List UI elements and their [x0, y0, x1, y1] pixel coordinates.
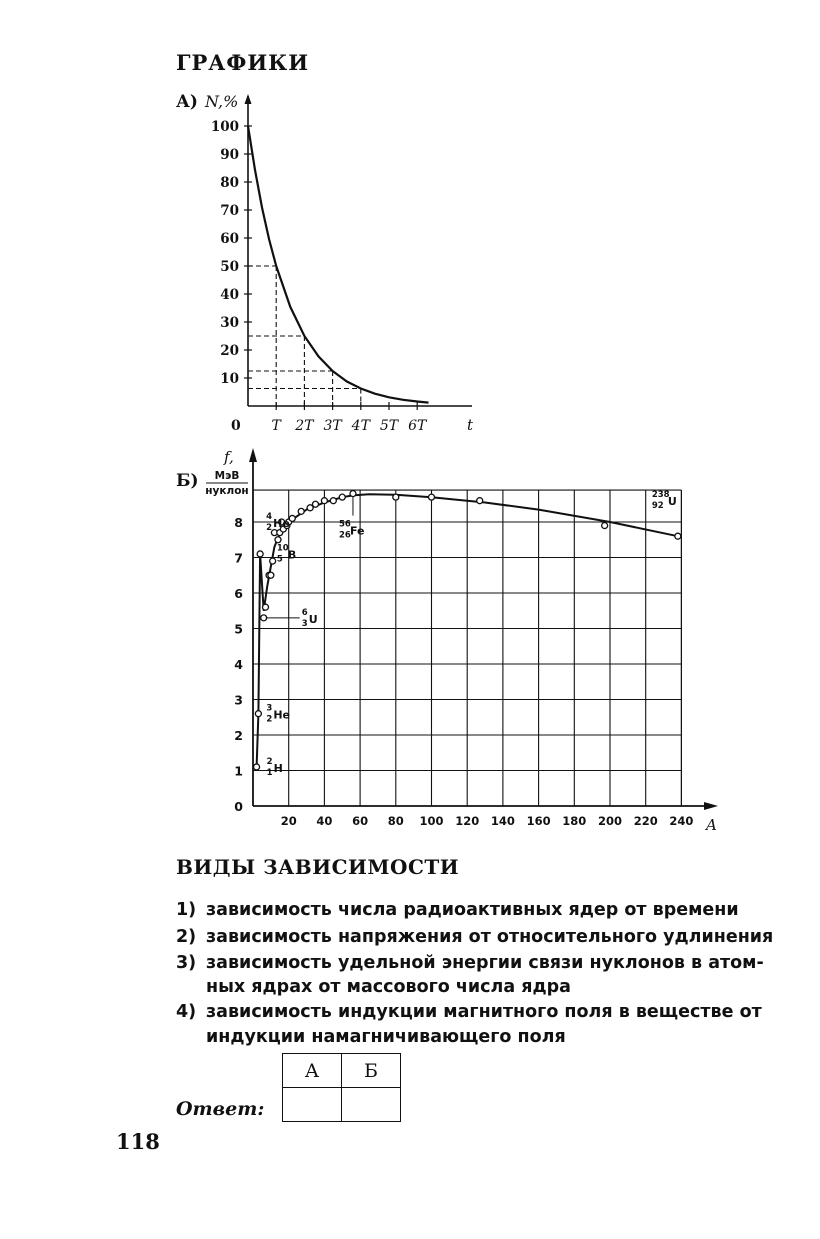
chart-b-y-tick-label: 7 [234, 550, 243, 566]
chart-b-annotation-mass-number: 56 [338, 519, 351, 530]
chart-b-annotation-symbol: He [273, 516, 290, 530]
chart-b-annotation-atomic-number: 1 [266, 767, 273, 778]
chart-b-x-tick-label: 180 [562, 814, 587, 828]
chart-b-data-point [257, 551, 263, 557]
answer-header-a: А [283, 1054, 342, 1088]
chart-b-annotation-symbol: U [667, 495, 677, 509]
chart-b-y-tick-label: 5 [234, 621, 243, 637]
chart-b-annotation-atomic-number: 5 [276, 554, 283, 565]
answer-table [282, 1053, 401, 1122]
chart-a-label: А) [176, 92, 198, 112]
chart-a-y-tick-label: 40 [220, 287, 239, 303]
chart-b-xlabel: A [706, 816, 717, 834]
chart-a-y-tick-label: 20 [220, 343, 239, 359]
chart-b-x-tick-label: 40 [316, 814, 333, 828]
page-number: 118 [116, 1129, 160, 1154]
chart-a-y-tick-label: 30 [220, 315, 239, 331]
chart-b-x-tick-label: 200 [597, 814, 623, 828]
chart-b-data-point [262, 604, 268, 610]
chart-b-y-tick-label: 0 [234, 799, 243, 814]
chart-a-y-tick-label: 90 [220, 147, 239, 163]
chart-b-annotation-mass-number: 3 [266, 703, 273, 714]
chart-b-x-tick-label: 160 [526, 814, 551, 828]
chart-b-annotation-mass-number: 10 [276, 543, 289, 554]
answer-label: Ответ: [176, 1098, 265, 1120]
chart-b-data-point [393, 494, 399, 500]
chart-b-annotation-atomic-number: 26 [338, 530, 351, 541]
chart-b-y-tick-label: 4 [234, 657, 243, 672]
chart-b-label: Б) [176, 471, 199, 491]
chart-b-data-point [477, 498, 483, 504]
chart-b-y-tick-label: 3 [234, 692, 243, 708]
chart-b-annotation-symbol: U [308, 612, 318, 626]
chart-a-x-tick-label: 2T [295, 418, 314, 434]
chart-a-y-tick-label: 100 [210, 119, 239, 135]
chart-b-ylabel: f, [224, 448, 234, 466]
option-text: зависимость удельной энергии связи нуклонов в атом- [206, 953, 764, 973]
option-number: 1) [176, 900, 197, 920]
chart-b-x-tick-label: 220 [633, 814, 658, 828]
heading-graphs: ГРАФИКИ [176, 50, 310, 75]
chart-b-y-tick-label: 6 [234, 586, 243, 601]
chart-b-y-tick-label: 8 [234, 515, 243, 530]
chart-b-ylabel-unit-denominator: нуклон [205, 485, 249, 497]
chart-a-x-tick-label: 3T [323, 418, 342, 434]
chart-b-data-point [255, 711, 261, 717]
chart-b-x-tick-label: 80 [387, 814, 404, 828]
chart-b-ylabel-unit-numerator: МэВ [214, 470, 240, 482]
chart-b-x-tick-label: 60 [352, 814, 369, 828]
chart-a-x-tick-label: 5T [379, 418, 399, 434]
chart-b-x-tick-label: 240 [669, 814, 694, 828]
chart-a-xlabel: t [467, 416, 474, 434]
chart-b-x-tick-label: 120 [455, 814, 480, 828]
chart-a-y-tick-label: 50 [220, 259, 239, 275]
chart-b-data-point [289, 515, 295, 521]
chart-b-data-point [312, 501, 318, 507]
option-number: 3) [176, 953, 197, 973]
chart-b-annotation-symbol: H [273, 761, 283, 775]
chart-b-annotation-mass-number: 6 [301, 607, 308, 618]
chart-a-y-tick-label: 10 [220, 371, 239, 387]
chart-a-y-tick-label: 80 [220, 175, 239, 191]
option-text: индукции намагничивающего поля [206, 1027, 566, 1047]
chart-b-data-point [330, 498, 336, 504]
option-text: зависимость напряжения от относительного удлинения [206, 927, 774, 947]
option-text: зависимость индукции магнитного поля в веществе от [206, 1002, 762, 1022]
chart-b-annotation-symbol: He [273, 708, 291, 722]
chart-b-data-point [675, 533, 681, 539]
chart-b-annotation-symbol: Fe [349, 524, 365, 538]
chart-a-y-tick-label: 60 [220, 231, 239, 247]
chart-a-y-arrow [245, 94, 252, 104]
chart-b-y-tick-label: 2 [234, 728, 243, 743]
chart-b-annotation-symbol: B [287, 548, 297, 562]
chart-b-annotation-atomic-number: 3 [301, 618, 308, 629]
chart-a-ylabel: N,% [205, 92, 239, 111]
option-text: ных ядрах от массового числа ядра [206, 977, 571, 997]
chart-a-x-tick-label: 6T [408, 418, 427, 434]
chart-b-annotation-atomic-number: 2 [266, 714, 273, 725]
answer-header-b: Б [342, 1054, 401, 1088]
chart-b-data-point [298, 508, 304, 514]
chart-a-x-tick-label: 4T [351, 418, 370, 434]
chart-b-annotation-mass-number: 4 [266, 511, 273, 522]
chart-b-data-point [275, 537, 281, 543]
chart-b-x-tick-label: 20 [280, 814, 297, 828]
chart-b-annotation-mass-number: 2 [266, 756, 273, 767]
answer-cell-b[interactable] [342, 1088, 401, 1122]
option-number: 4) [176, 1002, 197, 1022]
chart-b-annotation-atomic-number: 2 [266, 522, 273, 533]
chart-b-data-point [254, 764, 260, 770]
chart-b-x-tick-label: 140 [490, 814, 515, 828]
chart-b-y-tick-label: 1 [234, 763, 243, 779]
chart-b-data-point [429, 494, 435, 500]
chart-b-data-point [339, 494, 345, 500]
chart-a-y-tick-label: 70 [220, 203, 239, 219]
chart-b-annotation-mass-number: 238 [651, 490, 670, 501]
chart-b-data-point [268, 572, 274, 578]
chart-a-decay-curve [248, 126, 429, 403]
chart-b-x-tick-label: 100 [419, 814, 444, 828]
option-number: 2) [176, 927, 197, 947]
chart-a-x-tick-label: T [271, 418, 281, 434]
chart-b-x-arrow [704, 802, 718, 810]
answer-cell-a[interactable] [283, 1088, 342, 1122]
section-title: ВИДЫ ЗАВИСИМОСТИ [176, 855, 460, 879]
chart-b-data-point [602, 523, 608, 529]
chart-b-data-point [321, 498, 327, 504]
chart-b-data-point [270, 558, 276, 564]
chart-b-y-arrow [249, 448, 257, 462]
chart-a-origin-label: 0 [231, 418, 241, 434]
option-text: зависимость числа радиоактивных ядер от времени [206, 900, 739, 920]
chart-b-annotation-atomic-number: 92 [651, 501, 664, 512]
chart-b-data-point [350, 491, 356, 497]
